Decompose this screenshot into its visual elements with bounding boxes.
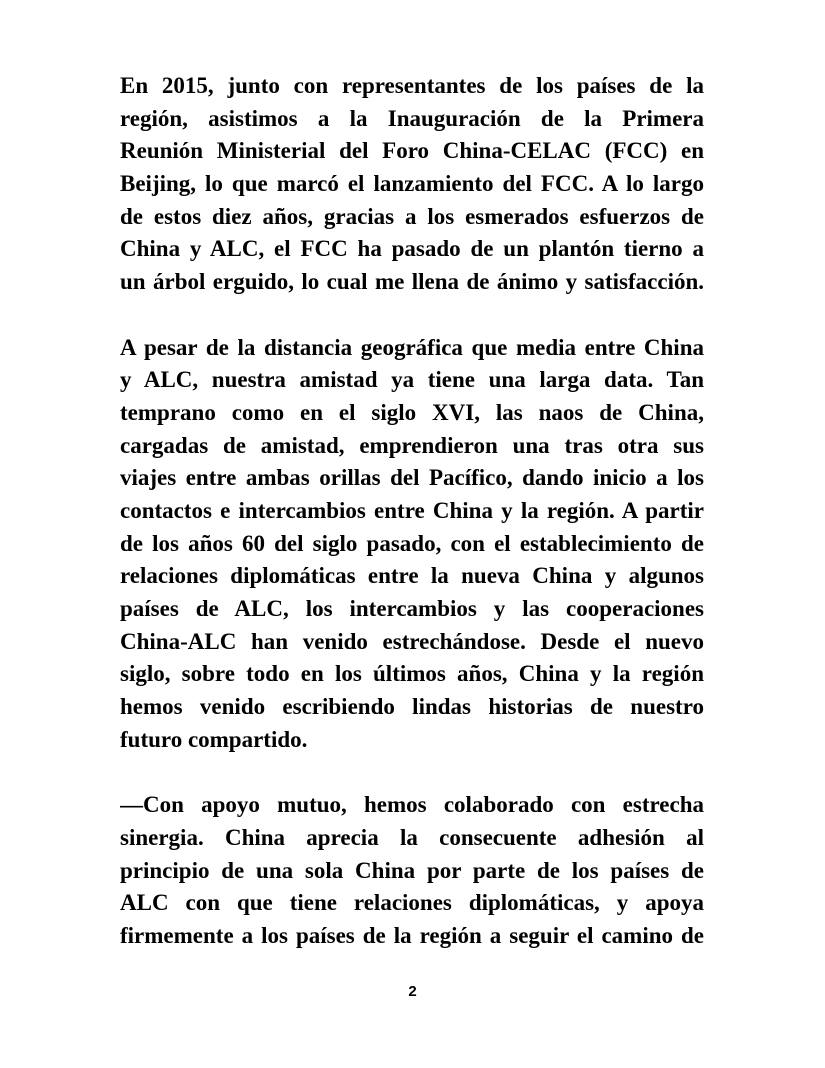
- page-number: 2: [408, 983, 417, 1000]
- text-line: temprano como en el siglo XVI, las naos de China,: [120, 399, 704, 425]
- text-line: viajes entre ambas orillas del Pacífico, dando inicio a los: [120, 465, 704, 491]
- text-line: y ALC, nuestra amistad ya tiene una larga data. Tan: [120, 367, 704, 393]
- text-line: sinergia. China aprecia la consecuente adhesión al: [120, 824, 704, 850]
- text-line: contactos e intercambios entre China y la región. A partir: [120, 497, 704, 523]
- text-line: Reunión Ministerial del Foro China-CELAC (FCC) en: [120, 138, 704, 164]
- document-body: [120, 70, 704, 953]
- paragraph: [120, 70, 704, 299]
- text-line: A pesar de la distancia geográfica que media entre China: [120, 334, 704, 360]
- text-line: principio de una sola China por parte de los países de: [120, 857, 704, 883]
- text-line: cargadas de amistad, emprendieron una tras otra sus: [120, 432, 704, 458]
- text-line: ALC con que tiene relaciones diplomáticas, y apoya: [120, 890, 704, 916]
- text-line: firmemente a los países de la región a seguir el camino de: [120, 922, 704, 948]
- text-line: China y ALC, el FCC ha pasado de un plantón tierno a: [120, 236, 704, 262]
- text-line: futuro compartido.: [120, 726, 308, 752]
- text-line: siglo, sobre todo en los últimos años, China y la región: [120, 661, 704, 687]
- text-line: Beijing, lo que marcó el lanzamiento del FCC. A lo largo: [120, 171, 704, 197]
- text-line: En 2015, junto con representantes de los países de la: [120, 73, 704, 98]
- text-line: hemos venido escribiendo lindas historias de nuestro: [120, 694, 704, 720]
- text-line: China-ALC han venido estrechándose. Desde el nuevo: [120, 628, 704, 654]
- text-line: relaciones diplomáticas entre la nueva China y algunos: [120, 563, 704, 589]
- paragraph: [120, 789, 704, 952]
- text-line: —Con apoyo mutuo, hemos colaborado con estrecha: [120, 792, 704, 818]
- text-line: un árbol erguido, lo cual me llena de ánimo y satisfacción.: [120, 269, 704, 295]
- text-line: de los años 60 del siglo pasado, con el establecimiento de: [120, 530, 704, 556]
- text-line: de estos diez años, gracias a los esmerados esfuerzos de: [120, 203, 704, 229]
- text-line: región, asistimos a la Inauguración de la Primera: [120, 105, 704, 131]
- paragraph: [120, 332, 704, 757]
- text-line: países de ALC, los intercambios y las cooperaciones: [120, 596, 704, 621]
